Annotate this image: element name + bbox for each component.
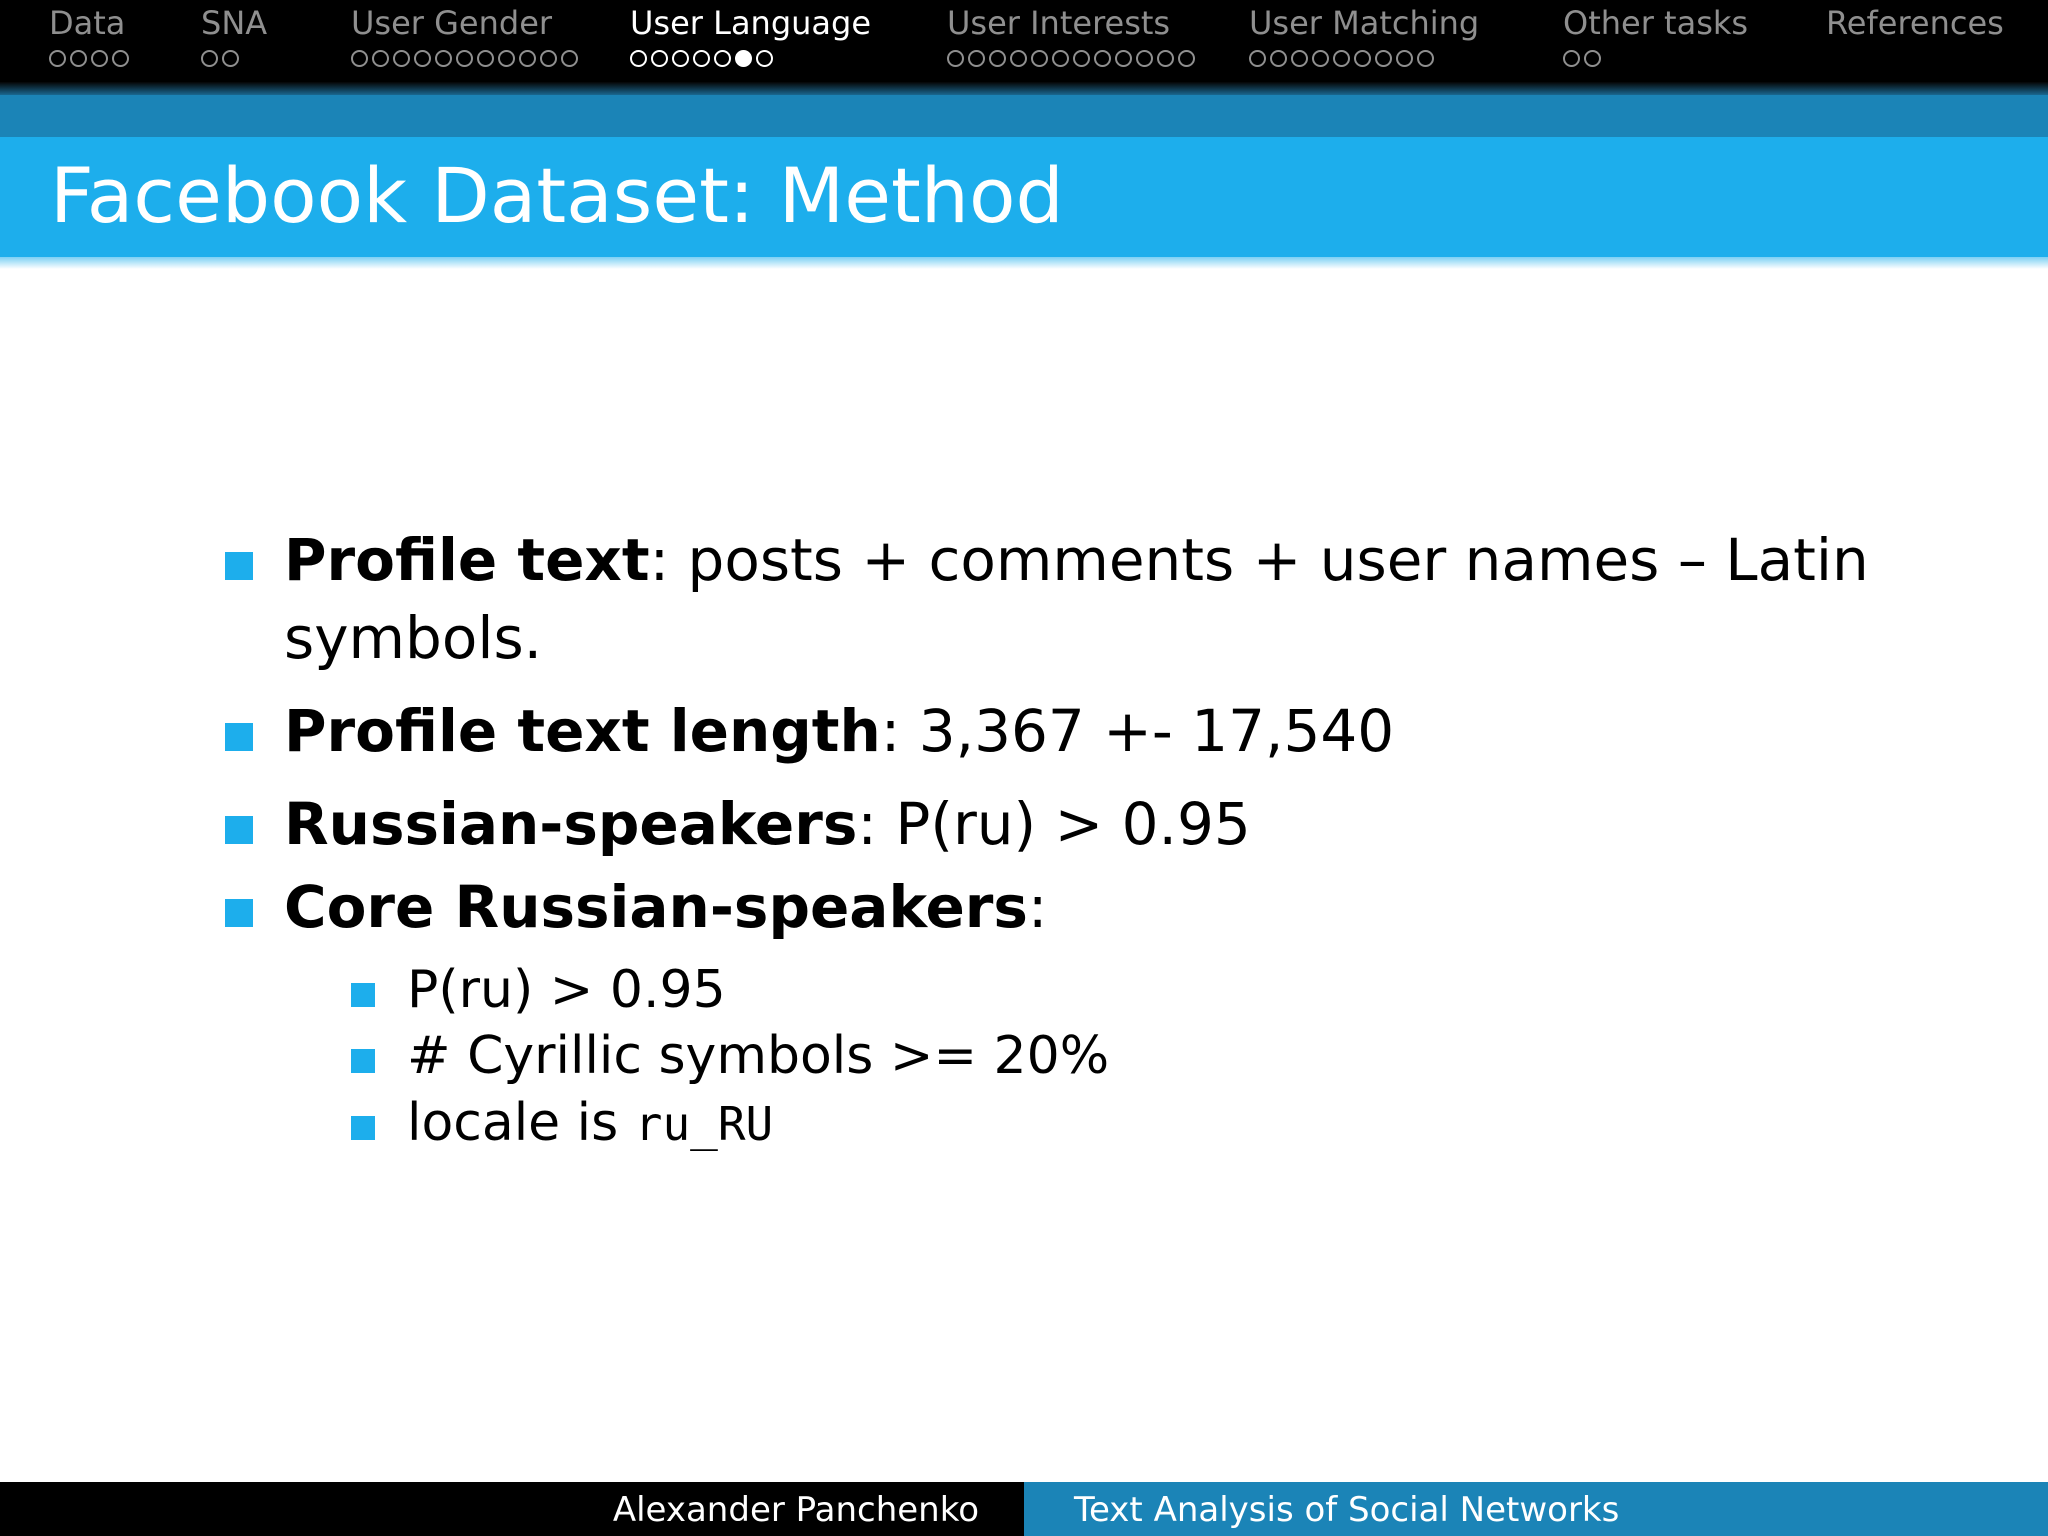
nav-slide-dots[interactable] bbox=[201, 50, 243, 70]
slide-dot[interactable] bbox=[672, 50, 689, 67]
nav-label: User Matching bbox=[1249, 4, 1480, 42]
slide-dot[interactable] bbox=[1178, 50, 1195, 67]
slide-dot[interactable] bbox=[49, 50, 66, 67]
footer-title-box bbox=[1024, 1482, 2048, 1536]
nav-label: References bbox=[1826, 4, 2004, 42]
footer-author: Alexander Panchenko bbox=[612, 1490, 979, 1530]
nav-slide-dots[interactable] bbox=[630, 50, 777, 70]
frame-title: Facebook Dataset: Method bbox=[50, 151, 1064, 240]
bullet-text: : bbox=[1027, 873, 1048, 941]
slide-dot[interactable] bbox=[414, 50, 431, 67]
slide-dot[interactable] bbox=[201, 50, 218, 67]
slide-dot[interactable] bbox=[1270, 50, 1287, 67]
bullet-text: : P(ru) > 0.95 bbox=[857, 790, 1251, 858]
nav-label: Other tasks bbox=[1563, 4, 1749, 42]
slide-dot[interactable] bbox=[498, 50, 515, 67]
nav-slide-dots[interactable] bbox=[49, 50, 133, 70]
subsection-bar bbox=[0, 95, 2048, 137]
slide-dot[interactable] bbox=[1375, 50, 1392, 67]
bullet-text: : posts + comments + user names – Latin bbox=[649, 526, 1869, 594]
nav-shadow bbox=[0, 82, 2048, 96]
nav-label: User Gender bbox=[351, 4, 553, 42]
slide-dot[interactable] bbox=[1354, 50, 1371, 67]
footer-author-box bbox=[0, 1482, 1024, 1536]
slide-dot[interactable] bbox=[989, 50, 1006, 67]
slide-dot[interactable] bbox=[393, 50, 410, 67]
slide-dot[interactable] bbox=[756, 50, 773, 67]
slide-dot[interactable] bbox=[1094, 50, 1111, 67]
slide-dot[interactable] bbox=[1333, 50, 1350, 67]
slide-dot[interactable] bbox=[456, 50, 473, 67]
nav-slide-dots[interactable] bbox=[351, 50, 582, 70]
subbullet-marker bbox=[351, 1049, 375, 1073]
nav-label: Data bbox=[49, 4, 126, 42]
slide-dot[interactable] bbox=[1584, 50, 1601, 67]
slide-dot[interactable] bbox=[651, 50, 668, 67]
slide-dot[interactable] bbox=[968, 50, 985, 67]
frame-title-bar bbox=[0, 137, 2048, 257]
slide-dot[interactable] bbox=[714, 50, 731, 67]
bullet-marker bbox=[225, 723, 253, 751]
slide-dot[interactable] bbox=[630, 50, 647, 67]
footer-talk-title: Text Analysis of Social Networks bbox=[1074, 1490, 1620, 1530]
subbullet-marker bbox=[351, 983, 375, 1007]
slide-dot[interactable] bbox=[477, 50, 494, 67]
slide-dot[interactable] bbox=[1136, 50, 1153, 67]
bullet-item bbox=[284, 525, 1869, 595]
slide-dot[interactable] bbox=[693, 50, 710, 67]
slide-dot[interactable] bbox=[1563, 50, 1580, 67]
subbullet-item: P(ru) > 0.95 bbox=[407, 960, 726, 1020]
bullet-item bbox=[284, 789, 1251, 859]
slide-dot[interactable] bbox=[947, 50, 964, 67]
nav-slide-dots[interactable] bbox=[1249, 50, 1438, 70]
slide-dot[interactable] bbox=[561, 50, 578, 67]
subbullet-marker bbox=[351, 1116, 375, 1140]
bullet-term: Profile text length bbox=[284, 697, 881, 765]
bullet-marker bbox=[225, 552, 253, 580]
slide-dot[interactable] bbox=[1010, 50, 1027, 67]
nav-slide-dots[interactable] bbox=[947, 50, 1199, 70]
bullet-term: Russian-speakers bbox=[284, 790, 858, 858]
slide-dot[interactable] bbox=[1052, 50, 1069, 67]
slide-dot[interactable] bbox=[435, 50, 452, 67]
bullet-marker bbox=[225, 899, 253, 927]
slide-dot[interactable] bbox=[91, 50, 108, 67]
slide-dot[interactable] bbox=[351, 50, 368, 67]
subbullet-text: locale is bbox=[407, 1093, 635, 1153]
slide-dot[interactable] bbox=[1115, 50, 1132, 67]
subbullet-item: # Cyrillic symbols >= 20% bbox=[407, 1026, 1110, 1086]
slide-dot[interactable] bbox=[372, 50, 389, 67]
slide-dot[interactable] bbox=[222, 50, 239, 67]
bullet-text: : 3,367 +- 17,540 bbox=[880, 697, 1395, 765]
nav-label: SNA bbox=[201, 4, 268, 42]
slide-dot[interactable] bbox=[1249, 50, 1266, 67]
slide-dot[interactable] bbox=[519, 50, 536, 67]
slide-dot[interactable] bbox=[70, 50, 87, 67]
locale-code: ru_RU bbox=[634, 1097, 774, 1151]
section-navigation bbox=[0, 0, 2048, 90]
slide-dot[interactable] bbox=[1157, 50, 1174, 67]
bullet-continuation: symbols. bbox=[284, 604, 543, 672]
slide-dot[interactable] bbox=[1312, 50, 1329, 67]
bullet-marker bbox=[225, 816, 253, 844]
slide-dot[interactable] bbox=[1031, 50, 1048, 67]
nav-label: User Language bbox=[630, 4, 872, 42]
slide-dot[interactable] bbox=[1073, 50, 1090, 67]
title-shadow bbox=[0, 257, 2048, 269]
slide-dot[interactable] bbox=[540, 50, 557, 67]
slide-dot[interactable] bbox=[112, 50, 129, 67]
current-slide-dot[interactable] bbox=[735, 50, 752, 67]
bullet-item bbox=[284, 872, 1047, 942]
bullet-term: Profile text bbox=[284, 526, 650, 594]
nav-slide-dots[interactable] bbox=[1563, 50, 1605, 70]
footer bbox=[0, 1482, 2048, 1536]
slide-dot[interactable] bbox=[1291, 50, 1308, 67]
bullet-item bbox=[284, 696, 1394, 766]
nav-label: User Interests bbox=[947, 4, 1171, 42]
subbullet-item bbox=[407, 1091, 773, 1156]
slide-dot[interactable] bbox=[1417, 50, 1434, 67]
slide-dot[interactable] bbox=[1396, 50, 1413, 67]
bullet-term: Core Russian-speakers bbox=[284, 873, 1028, 941]
